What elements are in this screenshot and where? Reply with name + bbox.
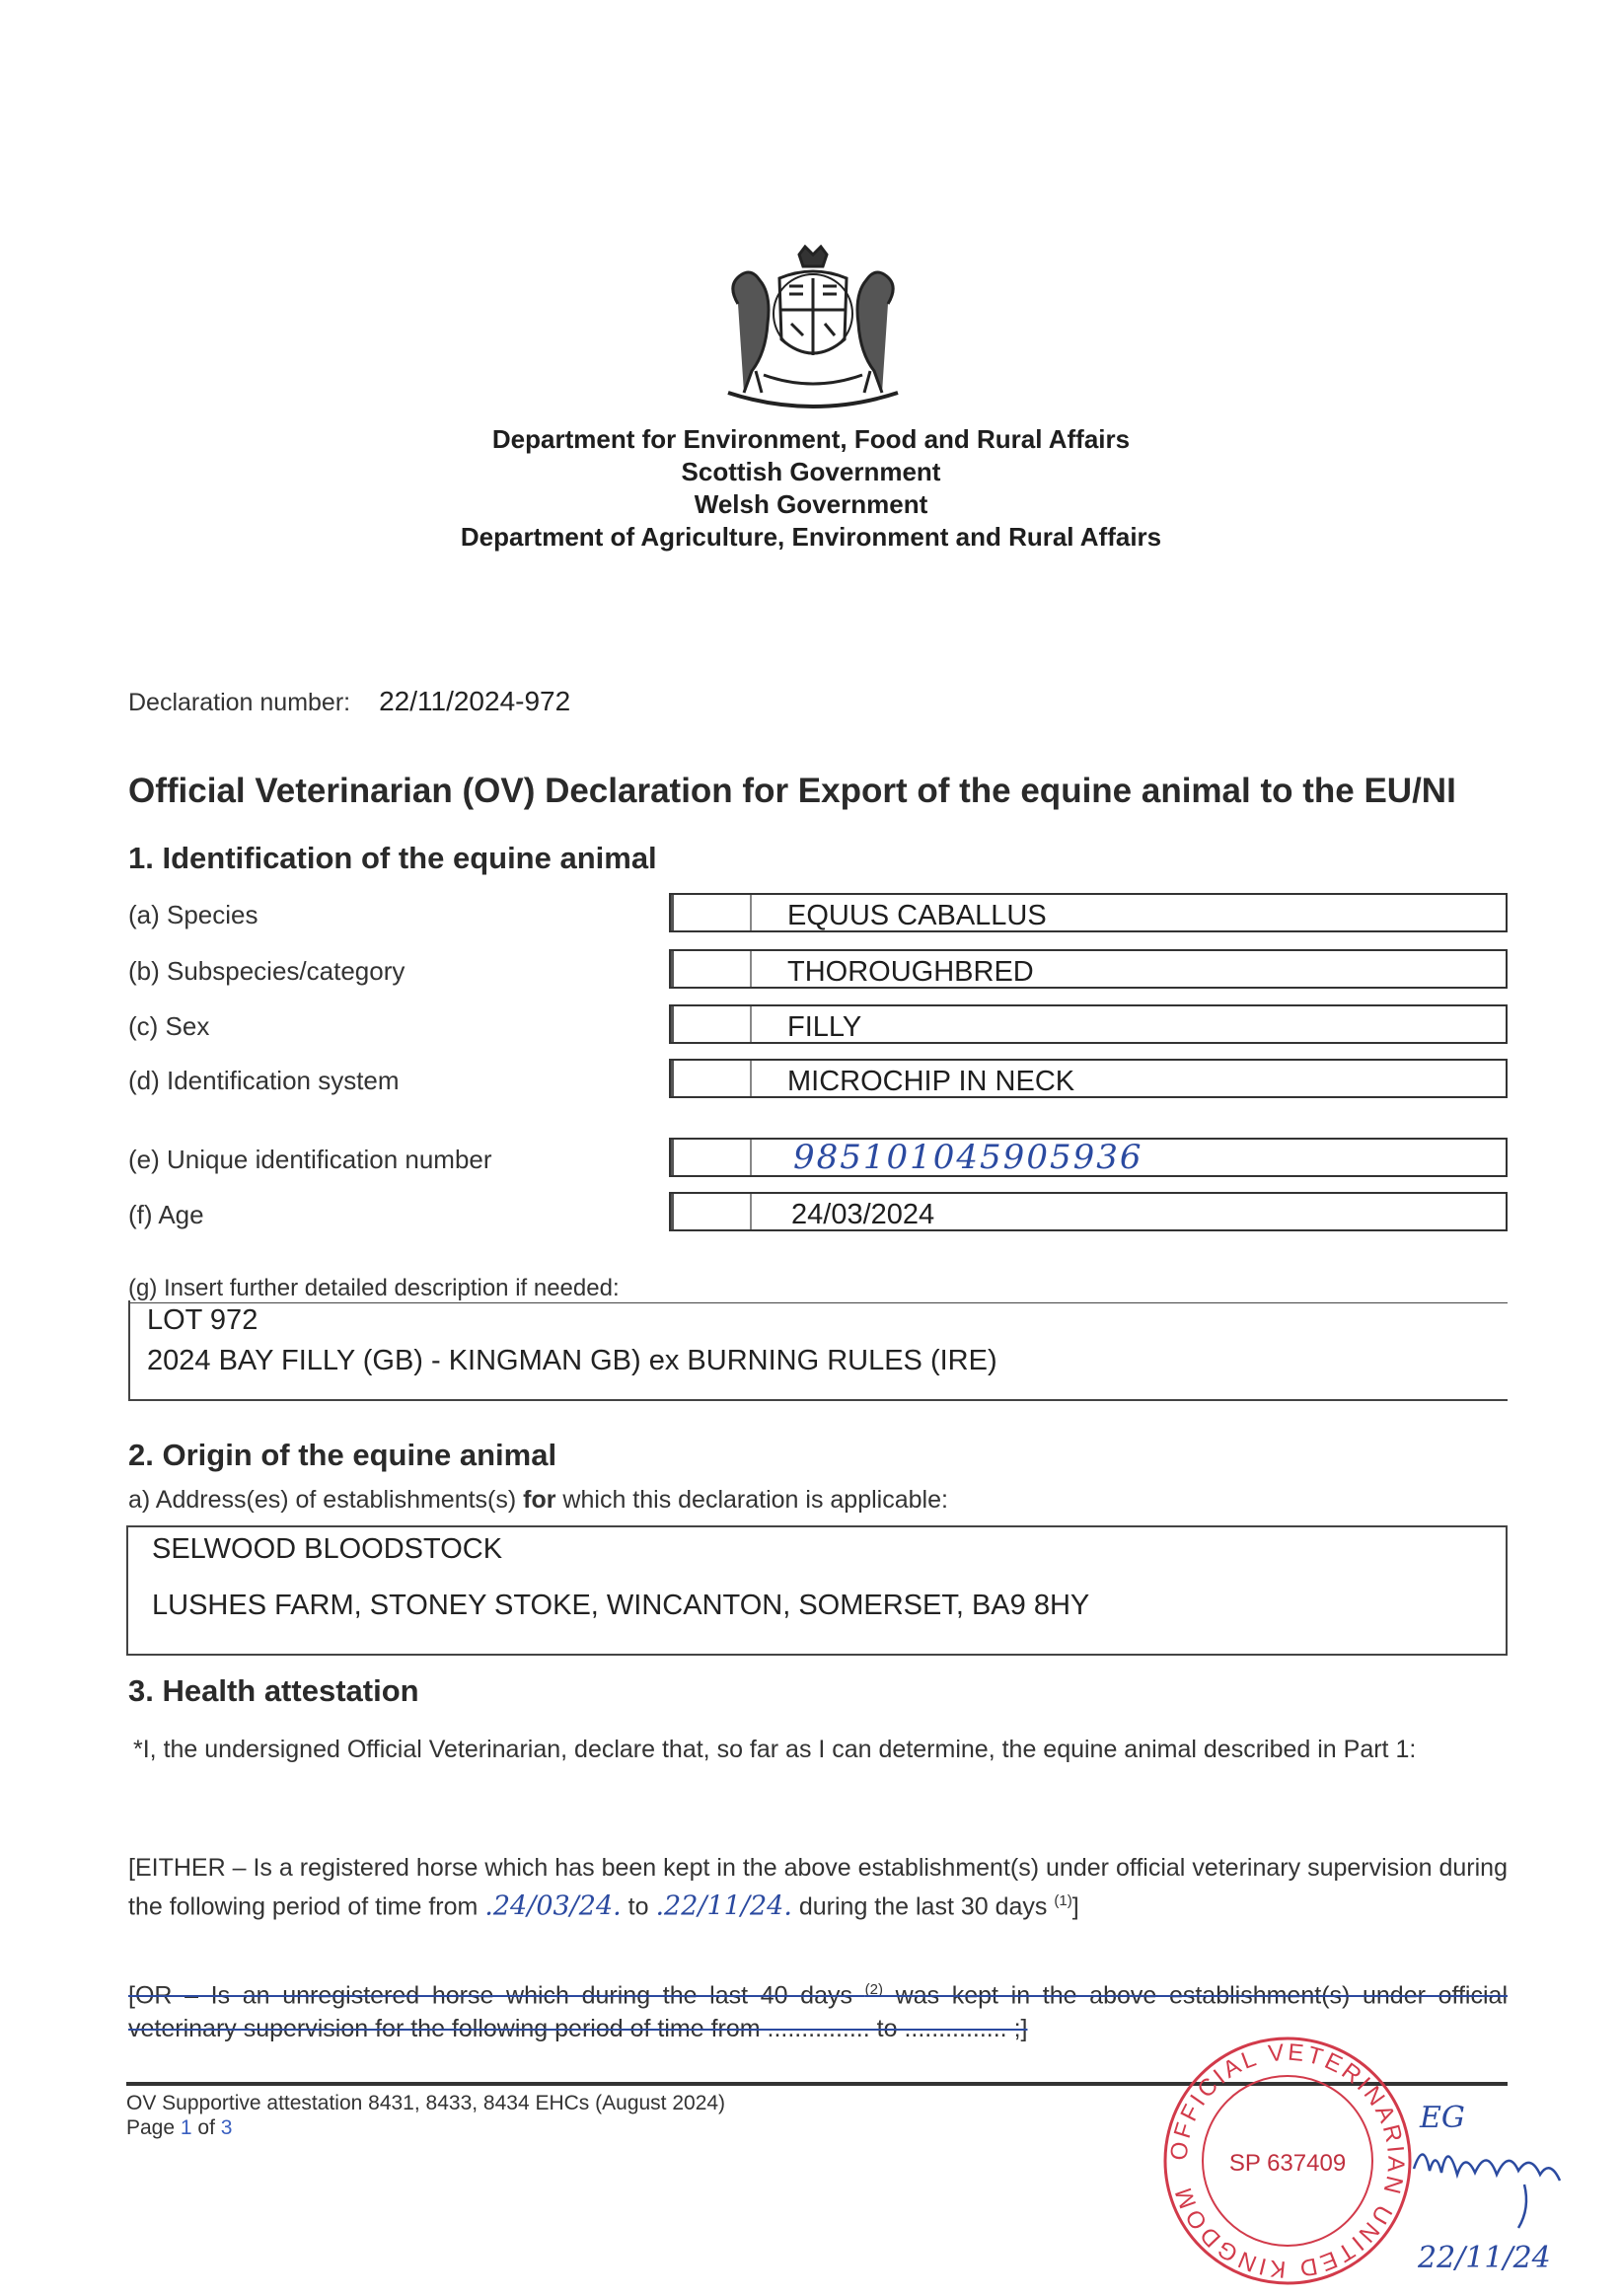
field-marker xyxy=(671,951,752,987)
department-line-2: Scottish Government xyxy=(681,457,941,486)
signature-date: 22/11/24 xyxy=(1418,2241,1551,2275)
page-current: 1 xyxy=(180,2116,192,2139)
declaration-number-row xyxy=(128,686,570,717)
declaration-number-value: 22/11/2024-972 xyxy=(379,686,571,716)
page-word: Page xyxy=(126,2116,181,2139)
signature-initials: EG xyxy=(1420,2101,1465,2135)
footnote-ref-2: (2) xyxy=(864,1981,883,1998)
or-text-post: was kept in the above establishment(s) under official veterinary supervision for the following period of time from ............... to ............... ;] xyxy=(128,1981,1508,2043)
establishment-name: SELWOOD BLOODSTOCK xyxy=(152,1533,503,1565)
establishment-address: LUSHES FARM, STONEY STOKE, WINCANTON, SOMERSET, BA9 8HY xyxy=(152,1590,1090,1621)
address-label-pre: a) Address(es) of establishments(s) xyxy=(128,1486,524,1514)
unique-id-label: (e) Unique identification number xyxy=(128,1145,492,1174)
royal-coat-of-arms-icon xyxy=(708,245,918,414)
description-line-2: 2024 BAY FILLY (GB) - KINGMAN GB) ex BURNING RULES (IRE) xyxy=(147,1345,997,1376)
either-clause xyxy=(128,1851,1508,1923)
age-label: (f) Age xyxy=(128,1200,204,1229)
page-of: of xyxy=(191,2116,221,2139)
stamp-number: SP 637409 xyxy=(1228,2150,1347,2177)
official-veterinarian-stamp xyxy=(1159,2033,1416,2289)
or-text: [OR – Is an unregistered horse which during the last 40 days xyxy=(128,1981,865,2010)
species-label: (a) Species xyxy=(128,900,258,929)
age-field xyxy=(669,1192,1508,1231)
either-to-word: to xyxy=(621,1892,656,1921)
either-text: [EITHER – Is a registered horse which has been kept in the above establishment(s) under official veterinary supervision during the following period of time from xyxy=(128,1854,1508,1921)
address-box xyxy=(126,1525,1508,1656)
footer-reference: OV Supportive attestation 8431, 8433, 8434 EHCs (August 2024) xyxy=(126,2092,726,2114)
handwritten-signature xyxy=(1406,2090,1574,2277)
section-1-heading: 1. Identification of the equine animal xyxy=(128,841,657,875)
age-value: 24/03/2024 xyxy=(791,1199,935,1230)
identification-system-field xyxy=(669,1059,1508,1098)
either-end: ] xyxy=(1071,1892,1079,1921)
address-label xyxy=(128,1486,948,1515)
field-marker xyxy=(671,1006,752,1042)
description-line-1: LOT 972 xyxy=(147,1304,258,1336)
period-to-date: .22/11/24. xyxy=(655,1890,792,1922)
attestation-intro: *I, the undersigned Official Veterinarian, declare that, so far as I can determine, the equine animal described in Part 1: xyxy=(133,1736,1417,1763)
address-label-bold: for xyxy=(523,1486,556,1514)
page-total: 3 xyxy=(220,2116,233,2139)
species-field xyxy=(669,893,1508,932)
sex-field xyxy=(669,1004,1508,1044)
subspecies-label: (b) Subspecies/category xyxy=(128,956,406,986)
footer-page-number xyxy=(126,2116,232,2140)
period-from-date: .24/03/24. xyxy=(484,1890,622,1922)
either-post: during the last 30 days xyxy=(791,1892,1055,1921)
footnote-ref-1: (1) xyxy=(1054,1892,1072,1909)
further-description-box xyxy=(128,1300,1508,1401)
department-line-4: Department of Agriculture, Environment and Rural Affairs xyxy=(460,522,1162,552)
sex-label: (c) Sex xyxy=(128,1011,210,1041)
field-marker xyxy=(671,1194,752,1229)
stamp-ring-text: OFFICIAL VETERINARIAN UNITED KINGDOM xyxy=(1165,2038,1410,2283)
further-description-label: (g) Insert further detailed description if needed: xyxy=(128,1275,1508,1303)
section-3-heading: 3. Health attestation xyxy=(128,1673,419,1708)
identification-system-value: MICROCHIP IN NECK xyxy=(787,1066,1075,1097)
field-marker xyxy=(671,1061,752,1096)
unique-id-value: 985101045905936 xyxy=(793,1138,1143,1177)
subspecies-field xyxy=(669,949,1508,989)
subspecies-value: THOROUGHBRED xyxy=(787,956,1034,988)
field-marker xyxy=(671,895,752,930)
address-label-post: which this declaration is applicable: xyxy=(555,1486,948,1514)
section-2-heading: 2. Origin of the equine animal xyxy=(128,1438,557,1472)
unique-id-field xyxy=(669,1138,1508,1177)
species-value: EQUUS CABALLUS xyxy=(787,900,1047,931)
document-title: Official Veterinarian (OV) Declaration for Export of the equine animal to the EU/NI xyxy=(128,772,1456,810)
declaration-number-label: Declaration number: xyxy=(128,689,351,716)
field-marker xyxy=(671,1140,752,1175)
identification-system-label: (d) Identification system xyxy=(128,1066,400,1095)
department-line-1: Department for Environment, Food and Rural Affairs xyxy=(491,424,1131,454)
sex-value: FILLY xyxy=(787,1011,862,1043)
department-line-3: Welsh Government xyxy=(694,489,928,519)
